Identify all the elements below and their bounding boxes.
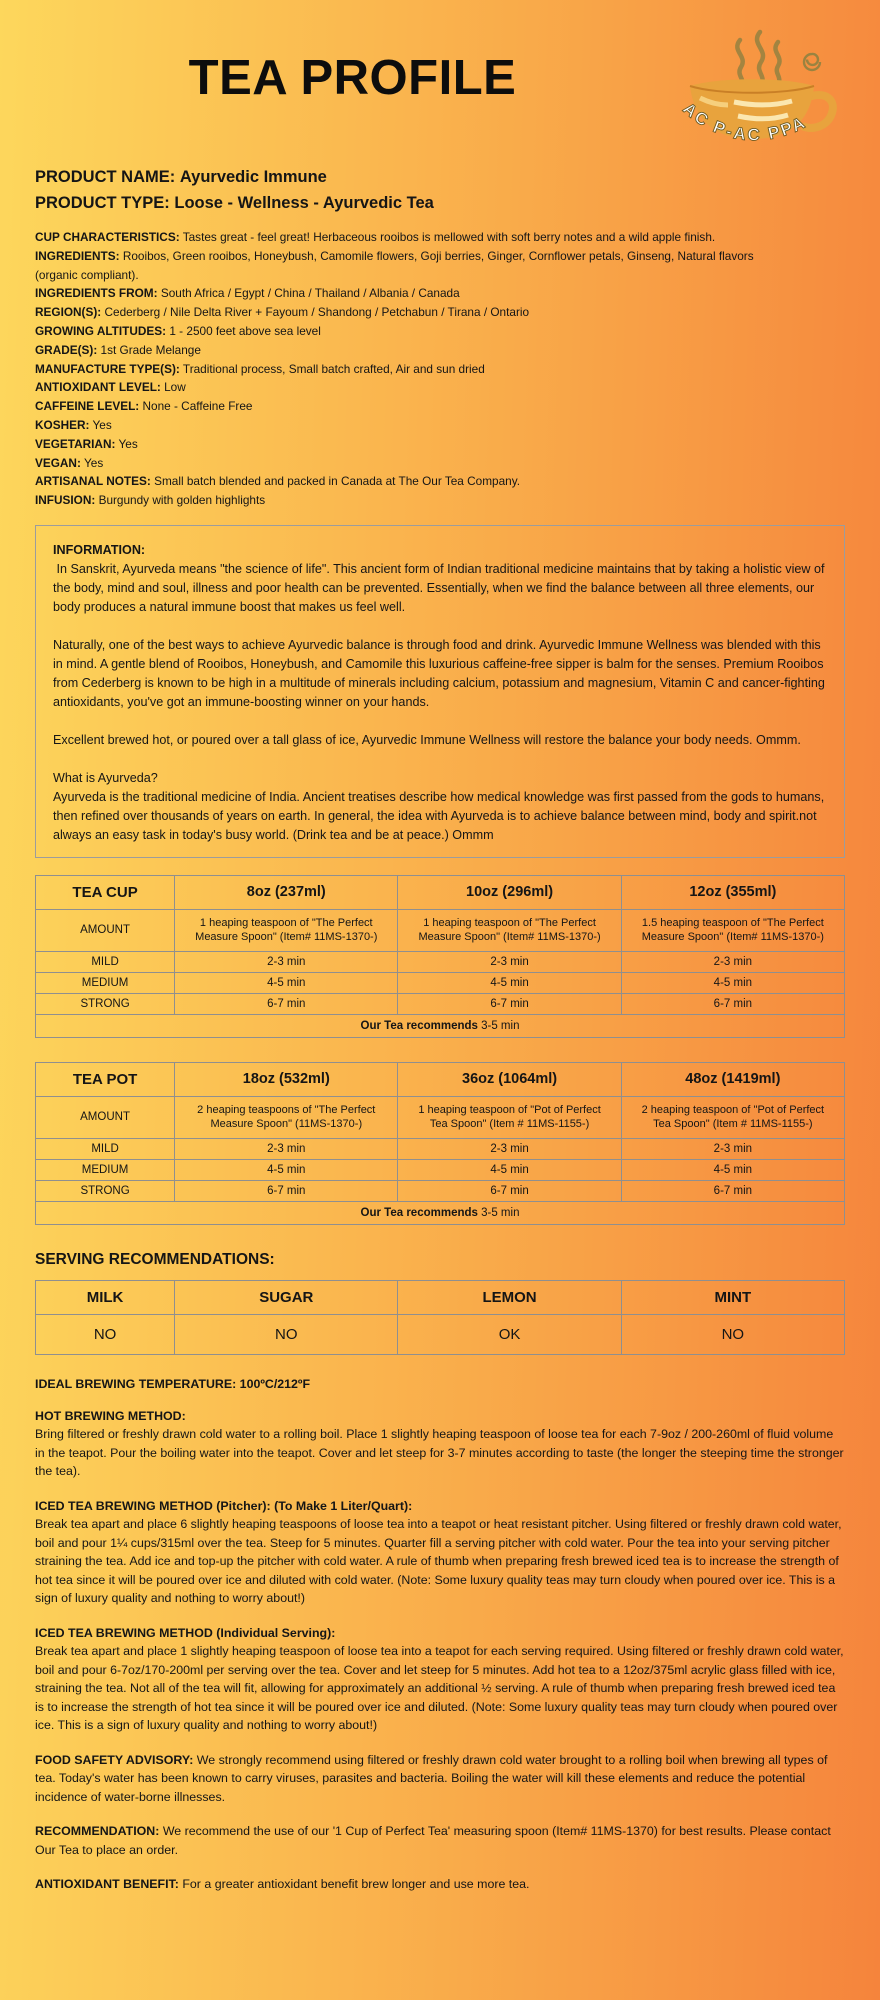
product-name-value: Ayurvedic Immune <box>179 168 327 186</box>
information-box <box>35 525 845 858</box>
product-type-value: Loose - Wellness - Ayurvedic Tea <box>174 194 434 212</box>
information-paragraph: Ayurveda is the traditional medicine of India. Ancient treatises describe how medical knowledge was first passed from the gods to humans, then refined over thousands of years on earth. In general, the idea with Ayurveda is to achieve balance between mind, body and spirit.not always an easy task in today's busy world. (Drink tea and be at peace.) Ommm <box>53 789 828 842</box>
information-paragraph: What is Ayurveda? <box>53 770 158 785</box>
table-header-row: TEA CUP 8oz (237ml) 10oz (296ml) 12oz (355ml) <box>36 875 845 909</box>
note-label: ANTIOXIDANT BENEFIT: <box>35 1877 179 1892</box>
table-row-strong: STRONG 6-7 min 6-7 min 6-7 min <box>36 993 845 1014</box>
spec-line: CAFFEINE LEVEL: None - Caffeine Free <box>35 399 253 414</box>
spec-line: VEGAN: Yes <box>35 455 104 470</box>
recommendation-note <box>35 1822 845 1859</box>
information-paragraph: Naturally, one of the best ways to achieve Ayurvedic balance is through food and drink. Ayurvedic Immune Wellness was blended with this in mind. A gentle blend of Rooibos, Honeybush, and Camomile this luxurious caffeine-free sipper is balm for the senses. Premium Rooibos from Cederberg is known to be high in a multitude of minerals including calcium, potassium and magnesium, Vitamin C and cancer-fighting antioxidants, you've got an immune-boosting winner on your hands. <box>53 637 829 709</box>
product-type-line <box>35 190 845 216</box>
table-row-medium: MEDIUM 4-5 min 4-5 min 4-5 min <box>36 1159 845 1180</box>
header <box>35 26 845 158</box>
table-row-mild: MILD 2-3 min 2-3 min 2-3 min <box>36 1138 845 1159</box>
spec-line: VEGETARIAN: Yes <box>35 436 138 451</box>
spec-list <box>35 228 845 510</box>
spec-line: INGREDIENTS: Rooibos, Green rooibos, Honeybush, Camomile flowers, Goji berries, Ginger, Cornflower petals, Ginseng, Natural flavors <box>35 248 754 263</box>
method-heading: ICED TEA BREWING METHOD (Pitcher): (To Make 1 Liter/Quart): <box>35 1498 413 1513</box>
tea-pot-table <box>35 1062 845 1225</box>
note-text: For a greater antioxidant benefit brew longer and use more tea. <box>182 1877 530 1892</box>
table-corner-header: TEA CUP <box>36 875 175 909</box>
spec-line: ARTISANAL NOTES: Small batch blended and packed in Canada at The Our Tea Company. <box>35 474 521 489</box>
table-corner-header: TEA POT <box>36 1062 175 1096</box>
table-row-strong: STRONG 6-7 min 6-7 min 6-7 min <box>36 1180 845 1201</box>
serving-recommendations-heading: SERVING RECOMMENDATIONS: <box>35 1250 275 1268</box>
logo-arc-text: AC P-AC PPA <box>679 98 810 145</box>
note-text: We strongly recommend using filtered or freshly drawn cold water brought to a rolling boil when brewing all types of tea. Today's water has been known to carry viruses, parasites and bacteria. Boiling the water will kill these elements and reduce the potential incidence of water-borne illnesses. <box>35 1752 828 1804</box>
antioxidant-benefit-note <box>35 1875 845 1894</box>
table-value-row: NO NO OK NO <box>36 1314 845 1354</box>
steam-icon <box>737 32 779 86</box>
information-paragraph: In Sanskrit, Ayurveda means "the science of life". This ancient form of Indian traditional medicine maintains that by taking a holistic view of the body, mind and soul, illness and poor health can be prevented. Essentially, when we find the balance between all three elements, our body produces a natural immune boost that makes us feel well. <box>53 561 828 614</box>
serving-recommendations-table <box>35 1280 845 1355</box>
table-header-row: TEA POT 18oz (532ml) 36oz (1064ml) 48oz (1419ml) <box>36 1062 845 1096</box>
note-label: RECOMMENDATION: <box>35 1824 160 1839</box>
spec-line: GRADE(S): 1st Grade Melange <box>35 342 201 357</box>
method-heading: ICED TEA BREWING METHOD (Individual Serving): <box>35 1625 336 1640</box>
note-text: We recommend the use of our '1 Cup of Perfect Tea' measuring spoon (Item# 11MS-1370) for best results. Please contact Our Tea to place an order. <box>35 1824 831 1857</box>
spec-line: GROWING ALTITUDES: 1 - 2500 feet above sea level <box>35 323 321 338</box>
ideal-brewing-temperature: IDEAL BREWING TEMPERATURE: 100ºC/212ºF <box>35 1376 311 1391</box>
spec-line: (organic compliant). <box>35 267 139 282</box>
method-body: Bring filtered or freshly drawn cold water to a rolling boil. Place 1 slightly heaping teaspoon of loose tea for each 7-9oz / 200-260ml of fluid volume in the teapot. Pour the boiling water into the teapot. Cover and let steep for 3-7 minutes according to taste (the longer the steeping time the stronger the tea). <box>35 1427 844 1479</box>
spec-line: MANUFACTURE TYPE(S): Traditional process, Small batch crafted, Air and sun dried <box>35 361 485 376</box>
method-body: Break tea apart and place 1 slightly heaping teaspoon of loose tea into a teapot for each serving required. Using filtered or freshly drawn cold water, boil and pour 6-7oz/170-200ml per serving over the tea. Cover and let steep for 5 minutes. Add hot tea to a 12oz/375ml acrylic glass filled with ice, straining the tea. Not all of the tea will fit, allowing for approximately an additional ½ serving. A rule of thumb when preparing fresh brewed iced tea is to increase the strength of hot tea since it will be poured over ice and diluted. (Note: Some luxury quality teas may turn cloudy when poured over ice. This is a sign of luxury quality and nothing to worry about!) <box>35 1644 844 1733</box>
note-label: FOOD SAFETY ADVISORY: <box>35 1752 194 1767</box>
method-body: Break tea apart and place 6 slightly heaping teaspoons of loose tea into a teapot or heat resistant pitcher. Using filtered or freshly drawn cold water, boil and pour 1¼ cups/315ml over the tea. Steep for 5 minutes. Quarter fill a serving pitcher with cold water. Pour the tea into your serving pitcher straining the tea. Add ice and top-up the pitcher with cold water. A rule of thumb when preparing fresh brewed iced tea is to increase the strength of hot tea since it will be poured over ice and diluted with cold water. (Note: Some luxury quality teas may turn cloudy when poured over ice. This is a sign of luxury quality and nothing to worry about!) <box>35 1517 842 1606</box>
table-footer-row: Our Tea recommends 3-5 min <box>36 1014 845 1037</box>
information-paragraph: Excellent brewed hot, or poured over a tall glass of ice, Ayurvedic Immune Wellness will restore the balance your body needs. Ommm. <box>53 732 801 747</box>
iced-tea-pitcher-method-section <box>35 1497 845 1608</box>
spec-line: INFUSION: Burgundy with golden highlights <box>35 493 266 508</box>
table-row-amount: AMOUNT 2 heaping teaspoons of "The Perfect Measure Spoon" (11MS-1370-) 1 heaping teaspoon of "Pot of Perfect Tea Spoon" (Item # 11MS-1155-) 2 heaping teaspoon of "Pot of Perfect Tea Spoon" (Item # 11MS-1155-) <box>36 1096 845 1138</box>
table-row-amount: AMOUNT 1 heaping teaspoon of "The Perfect Measure Spoon" (Item# 11MS-1370-) 1 heaping teaspoon of "The Perfect Measure Spoon" (Item# 11MS-1370-) 1.5 heaping teaspoon of "The Perfect Measure Spoon" (Item# 11MS-1370-) <box>36 909 845 951</box>
table-header-row: MILK SUGAR LEMON MINT <box>36 1280 845 1314</box>
hot-brewing-method-section <box>35 1407 845 1481</box>
page-title: TEA PROFILE <box>188 51 517 105</box>
food-safety-advisory-note <box>35 1751 845 1807</box>
spec-line: KOSHER: Yes <box>35 417 112 432</box>
information-heading: INFORMATION: <box>53 542 146 557</box>
product-name-line <box>35 164 845 190</box>
table-footer-row: Our Tea recommends 3-5 min <box>36 1201 845 1224</box>
spec-line: INGREDIENTS FROM: South Africa / Egypt / China / Thailand / Albania / Canada <box>35 286 460 301</box>
table-row-medium: MEDIUM 4-5 min 4-5 min 4-5 min <box>36 972 845 993</box>
product-name-label: PRODUCT NAME: <box>35 168 176 186</box>
product-summary <box>35 164 845 216</box>
iced-tea-individual-method-section <box>35 1624 845 1735</box>
method-heading: HOT BREWING METHOD: <box>35 1408 186 1423</box>
teacup-logo <box>670 26 845 158</box>
tea-cup-table <box>35 875 845 1038</box>
spec-line: REGION(S): Cederberg / Nile Delta River + Fayoum / Shandong / Petchabun / Tirana / Ontario <box>35 305 530 320</box>
spec-line: CUP CHARACTERISTICS: Tastes great - feel great! Herbaceous rooibos is mellowed with soft berry notes and a wild apple finish. <box>35 230 716 244</box>
teacup-logo-graphic <box>670 26 845 158</box>
spec-line: ANTIOXIDANT LEVEL: Low <box>35 380 186 395</box>
registered-spiral-icon <box>804 54 820 70</box>
product-type-label: PRODUCT TYPE: <box>35 194 170 212</box>
table-row-mild: MILD 2-3 min 2-3 min 2-3 min <box>36 951 845 972</box>
